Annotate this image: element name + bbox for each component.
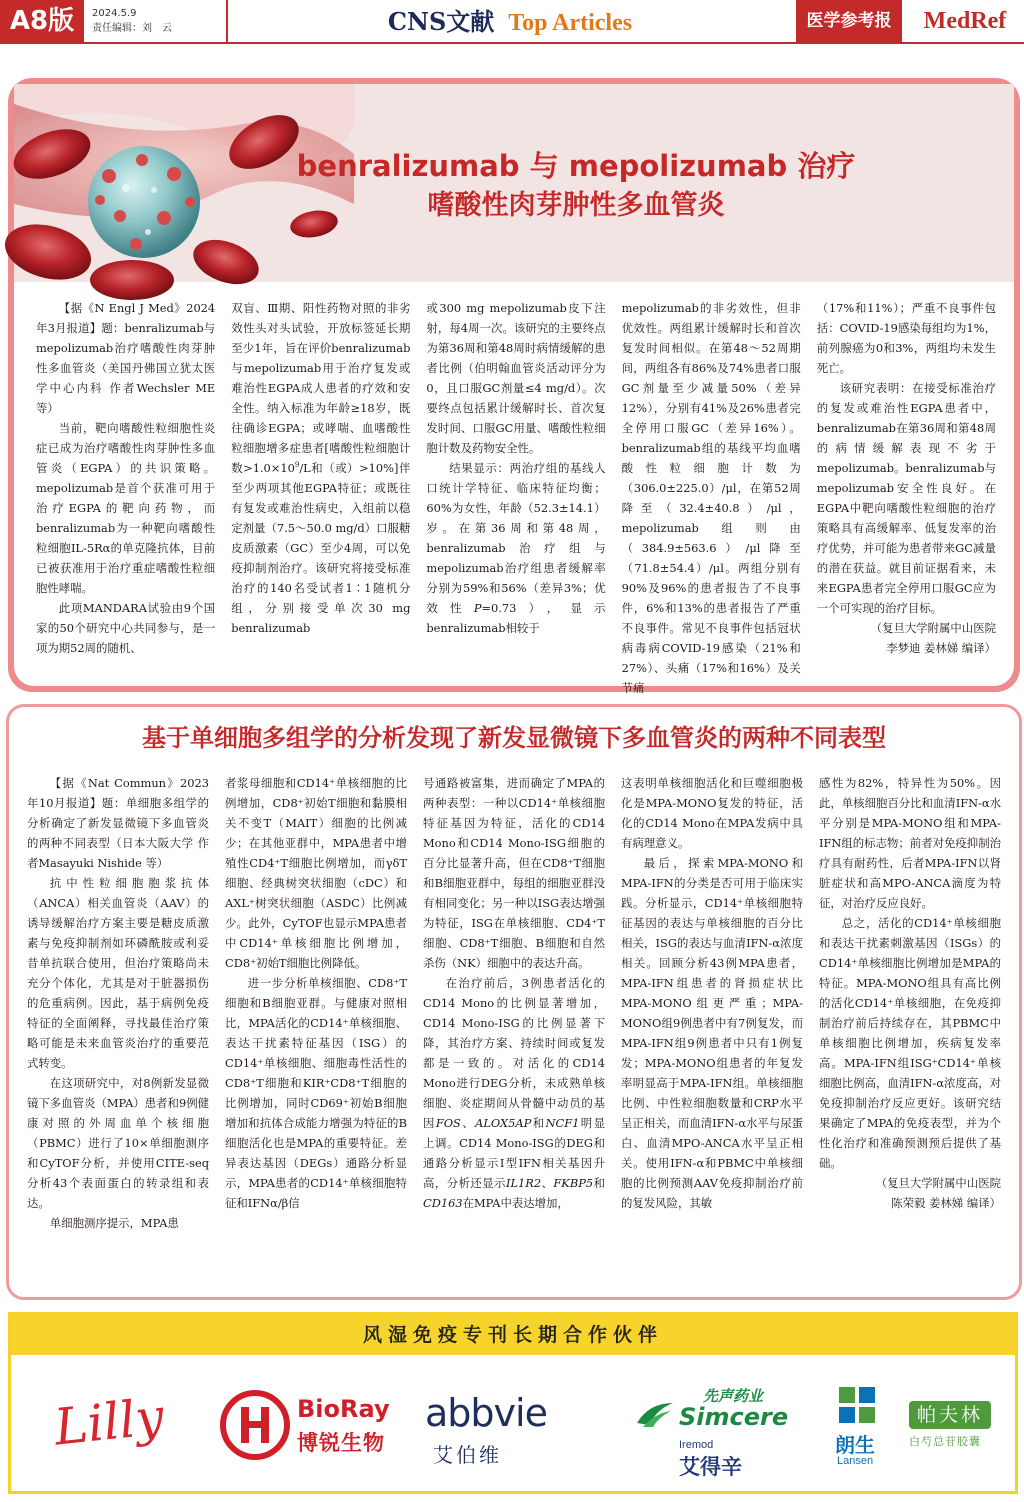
simcere-logo bbox=[631, 1385, 811, 1485]
article-2-column-5 bbox=[819, 773, 1001, 1293]
gene-name: CD163 bbox=[423, 1196, 463, 1210]
article-2-paragraph: 最后，探索MPA-MONO和MPA-IFN的分类是否可用于临床实践。分析显示，CD14⁺单核细胞特征基因的表达与单核细胞的百分比相关，ISG的表达与血清IFN-α浓度相关。回顾分析43例MPA患者，MPA-IFN组患者的肾损症状比MPA-MONO组更严重；MPA-MONO组9例患者中有7例复发，而MPA-IFN组9例患者中只有1例复发；MPA-MONO组患者的年复发率明显高于MPA-IFN组。单核细胞比例、中性粒细胞数量和CRP水平呈正相关，而血清IFN-α水平与尿蛋白、血清MPO-ANCA水平呈正相关。使用IFN-α和PBMC中单核细胞的比例预测AAV免疫抑制治疗前的复发风险，其敏 bbox=[621, 856, 803, 1210]
lansen-icon bbox=[835, 1383, 879, 1427]
bioray-logo bbox=[219, 1389, 399, 1469]
article-1-citation: 【据《N Engl J Med》2024年3月报道】题：benralizumab与mepolizumab治疗嗜酸性肉芽肿性多血管炎（美国丹佛国立犹太医学中心内科 作者Wechsler ME 等） bbox=[36, 301, 216, 415]
bioray-name-cn: 博锐生物 bbox=[297, 1431, 385, 1455]
article-2-source: （复旦大学附属中山医院 bbox=[875, 1176, 1001, 1190]
column-title-cn: CNS文献 bbox=[387, 7, 495, 36]
lilly-logo bbox=[39, 1381, 179, 1481]
text-run: 明显上调。CD14 Mono-ISG的DEG和通路分析显示Ⅰ型IFN相关基因升高，分析还显示 bbox=[423, 1116, 605, 1190]
column-title bbox=[230, 4, 790, 41]
article-1-paragraph: mepolizumab的非劣效性，但非优效性。两组累计缓解时长和首次复发时间相似。在第48～52周期间，两组各有86%及74%患者口服GC剂量至少减量50%（差异12%），分别有41%及26%患者完全停用口服GC（差异16%）。benralizumab组的基线平均血嗜酸性粒细胞计数为（306.0±225.0）/μl，在第52周降至（32.4±40.8）/μl，mepolizumab组则由（384.9±563.6）/μl降至（71.8±54.4）/μl。两组分别有90%及96%的患者报告了不良事件，6%和13%的患者报告了严重不良事件。常见不良事件包括冠状病毒病COVID-19感染（21%和27%）、头痛（17%和16%）及关节痛 bbox=[621, 301, 801, 695]
page-number: A8版 bbox=[0, 0, 84, 42]
gene-name: FKBP5 bbox=[553, 1176, 594, 1190]
gene-name: ALOX5AP bbox=[475, 1116, 532, 1130]
iremod-name-cn: 艾得辛 bbox=[679, 1455, 742, 1479]
article-1-title bbox=[276, 146, 876, 226]
article-2-paragraph bbox=[423, 973, 605, 1213]
article-2-paragraph: 感性为82%，特异性为50%。因此，单核细胞百分比和血清IFN-α水平分别是MPA-MONO组和MPA-IFN组的标志物；前者对免疫抑制治疗具有耐药性，后者MPA-IFN以肾脏症状和高MPO-ANCA滴度为特征，对治疗反应良好。 bbox=[819, 776, 1001, 910]
article-1-title-line-1: benralizumab 与 mepolizumab 治疗 bbox=[296, 149, 856, 183]
text-run: 在MPA中表达增加， bbox=[462, 1196, 569, 1210]
bioray-icon bbox=[219, 1389, 291, 1461]
article-2-body bbox=[27, 773, 1001, 1293]
article-1-column-5 bbox=[817, 298, 996, 698]
article-1-column-1 bbox=[36, 298, 215, 698]
lansen-wordmark: Lansen bbox=[837, 1455, 874, 1467]
article-1-title-line-2: 嗜酸性肉芽肿性多血管炎 bbox=[427, 190, 725, 221]
text-run: 和 bbox=[531, 1116, 546, 1130]
article-2-title: 基于单细胞多组学的分析发现了新发显微镜下多血管炎的两种不同表型 bbox=[142, 724, 886, 752]
article-1-frame bbox=[8, 78, 1020, 695]
article-2-paragraph: 这表明单核细胞活化和巨噬细胞极化是MPA-MONO复发的特征，活化的CD14 Mono在MPA发病中具有病理意义。 bbox=[621, 776, 803, 850]
italic-run: P bbox=[473, 601, 482, 615]
text-run: 和 bbox=[593, 1176, 605, 1190]
pafulin-product-name: 白芍总苷胶囊 bbox=[909, 1435, 981, 1448]
simcere-name-cn: 先声药业 bbox=[703, 1387, 764, 1405]
paper-name-en: MedRef bbox=[923, 8, 1007, 34]
article-2-paragraph: 进一步分析单核细胞、CD8⁺T细胞和B细胞亚群。与健康对照相比，MPA活化的CD14⁺单核细胞、表达干扰素特征基因（ISG）的CD14⁺单核细胞、细胞毒性活性的CD8⁺T细胞和KIR⁺CD8⁺T细胞的比例增加，同时CD69⁺初始B细胞增加和抗体合成能力增强为特征的B细胞活化也是MPA的重要特征。差异表达基因（DEGs）通路分析显示，MPA患者的CD14⁺单核细胞特征和IFNα/β信 bbox=[225, 976, 407, 1210]
text-run: =0.73），显示benralizumab相较于 bbox=[426, 601, 606, 635]
header-divider bbox=[226, 0, 228, 42]
article-1-column-2 bbox=[231, 298, 410, 698]
article-1-paragraph bbox=[426, 458, 605, 638]
gene-name: FOS bbox=[435, 1116, 461, 1130]
article-2-column-2 bbox=[225, 773, 407, 1293]
header-meta bbox=[92, 6, 172, 36]
article-1-paragraph: 或300 mg mepolizumab皮下注射，每4周一次。该研究的主要终点为第36周和第48周时病情缓解的患者比例（伯明翰血管炎活动评分为0，且口服GC剂量≤4 mg/d）。次要终点包括累计缓解时长、首次复发时间、口服GC用量、嗜酸性粒细胞计数及药物安全性。 bbox=[426, 301, 606, 455]
lansen-name-cn: 朗生 bbox=[835, 1433, 875, 1457]
simcere-wordmark: Simcere bbox=[679, 1403, 789, 1431]
article-2-translators: 陈荣毅 姜林娣 编译） bbox=[891, 1196, 1001, 1210]
article-1-column-4 bbox=[622, 298, 801, 698]
superscript: 9 bbox=[294, 461, 300, 470]
article-1-paragraph: 此项MANDARA试验由9个国家的50个研究中心共同参与，是一项为期52周的随机、 bbox=[36, 601, 216, 655]
lansen-logo bbox=[835, 1381, 1015, 1491]
iremod-wordmark: Iremod bbox=[679, 1439, 714, 1451]
article-2-paragraph: 单细胞测序提示，MPA患 bbox=[49, 1216, 179, 1230]
article-2-citation: 【据《Nat Commun》2023年10月报道】题：单细胞多组学的分析确定了新发显微镜下多血管炎的两种不同表型（日本大阪大学 作者Masayuki Nishide 等） bbox=[27, 776, 209, 870]
article-1-paragraph: 当前，靶向嗜酸性粒细胞性炎症已成为治疗嗜酸性肉芽肿性多血管炎（EGPA）的共识策略。mepolizumab是首个获准可用于治疗EGPA的靶向药物，而benralizumab为一种靶向嗜酸性粒细胞IL-5Rα的单克隆抗体，目前已被获准用于治疗重症嗜酸性粒细胞性哮喘。 bbox=[36, 421, 216, 595]
pafulin-badge: 帕夫林 bbox=[909, 1401, 991, 1429]
article-2-paragraph: 者浆母细胞和CD14⁺单核细胞的比例增加，CD8⁺初始T细胞和黏膜相关不变T（MAIT）细胞的比例减少；在其他亚群中，MPA患者中增殖性CD4⁺T细胞比例增加，而γδT细胞、经典树突状细胞（cDC）和AXL⁺树突状细胞（ASDC）比例减少。此外，CyTOF也显示MPA患者中CD14⁺单核细胞比例增加，CD8⁺初始T细胞比例降低。 bbox=[225, 776, 407, 970]
article-1-body bbox=[36, 298, 996, 695]
article-2-paragraph: 抗中性粒细胞胞浆抗体（ANCA）相关血管炎（AAV）的诱导缓解治疗方案主要是糖皮质激素与免疫抑制剂如环磷酰胺或利妥昔单抗联合使用，但治疗策略尚未充分个体化，尤其是对于脏器损伤的危重病例。因此，基于病例免疫特征的全面阐释，寻找最佳治疗策略可能是未来血管炎治疗的重要范式转变。 bbox=[27, 876, 209, 1070]
abbvie-logo bbox=[425, 1391, 595, 1471]
article-2-paragraph: 在这项研究中，对8例新发显微镜下多血管炎（MPA）患者和9例健康对照的外周血单个核细胞（PBMC）进行了10×单细胞测序和CyTOF分析，并使用CITE-seq分析43个表面蛋白的转录组和表达。 bbox=[27, 1076, 209, 1210]
bioray-wordmark: BioRay bbox=[297, 1395, 390, 1423]
simcere-icon bbox=[635, 1399, 675, 1429]
column-title-en: Top Articles bbox=[508, 10, 633, 36]
article-1-paragraph: （17%和11%）；严重不良事件包括：COVID-19感染每组均为1%，前列腺癌为0和3%，两组均未发生死亡。 bbox=[816, 301, 996, 375]
header-rule bbox=[0, 42, 1024, 44]
article-2-column-1 bbox=[27, 773, 209, 1293]
article-1-column-3 bbox=[426, 298, 605, 698]
gene-name: IL1R2 bbox=[505, 1176, 542, 1190]
paper-name-cn: 医学参考报 bbox=[796, 0, 902, 42]
text-run: 双盲、Ⅲ期、阳性药物对照的非劣效性头对头试验，开放标签延长期至少1年，旨在评价benralizumab与mepolizumab用于治疗复发或难治性EGPA成人患者的疗效和安全性。纳入标准为年龄≥18岁，既往确诊EGPA；或哮喘、血嗜酸性粒细胞增多症患者[嗜酸性粒细胞计数>1.0×10 bbox=[231, 301, 411, 475]
text-run: /L和（或）>10%]伴至少两项其他EGPA特征；或既往有复发或难治性病史，入组前以稳定剂量（7.5～50.0 mg/d）口服糖皮质激素（GC）至少4周，可以免疫抑制剂治疗。该研究将接受标准治疗的140名受试者1∶1随机分组，分别接受单次30 mg benralizumab bbox=[231, 461, 411, 635]
article-2-column-3 bbox=[423, 773, 605, 1293]
partners-title: 风湿免疫专刊长期合作伙伴 bbox=[11, 1315, 1015, 1355]
text-run: 、 bbox=[460, 1116, 476, 1130]
page-header bbox=[0, 0, 1024, 44]
text-run: 结果显示：两治疗组的基线人口统计学特征、临床特征均衡；60%为女性，年龄（52.3±14.1）岁。在第36周和第48周，benralizumab治疗组与mepolizumab治疗组患者缓解率分别为59%和56%（差异3%；优效性 bbox=[426, 461, 606, 615]
article-2-column-4 bbox=[621, 773, 803, 1293]
article-2-paragraph: 号通路被富集，进而确定了MPA的两种表型：一种以CD14⁺单核细胞特征基因为特征，活化的CD14 Mono和CD14 Mono-ISG细胞的百分比显著升高，但在CD8⁺T细胞和B细胞亚群中，每组的细胞亚群没有相同变化；另一种以ISG表达增强为特征，ISG在单核细胞、CD4⁺T细胞、CD8⁺T细胞、B细胞和自然杀伤（NK）细胞中的表达升高。 bbox=[423, 776, 605, 970]
article-1-paragraph: 该研究表明：在接受标准治疗的复发或难治性EGPA患者中，benralizumab在第36周和第48周的病情缓解表现不劣于mepolizumab。benralizumab与mepolizumab安全性良好。在EGPA中靶向嗜酸性粒细胞的治疗策略具有高缓解率、低复发率的治疗优势，并可能为患者带来GC减量的潜在获益。就目前证据看来，未来EGPA患者完全停用口服GC应为一个可实现的治疗目标。 bbox=[816, 381, 996, 615]
article-2 bbox=[6, 704, 1022, 1300]
article-2-paragraph: 总之，活化的CD14⁺单核细胞和表达干扰素刺激基因（ISGs）的CD14⁺单核细胞比例增加是MPA的特征。MPA-MONO组具有高比例的活化CD14⁺单核细胞，在免疫抑制治疗前后持续存在，其PBMC中单核细胞比例增加，疾病复发率高。MPA-IFN组ISG⁺CD14⁺单核细胞比例高，血清IFN-α浓度高，对免疫抑制治疗反应更好。该研究结果确定了MPA的免疫表型，并为个性化治疗和准确预测预后提供了基础。 bbox=[819, 916, 1001, 1170]
article-1-source: （复旦大学附属中山医院 bbox=[870, 621, 996, 635]
editor-credit: 责任编辑：刘 云 bbox=[92, 23, 172, 34]
article-1-paragraph bbox=[231, 298, 410, 638]
abbvie-name-cn: 艾伯维 bbox=[433, 1443, 502, 1467]
article-1-translators: 李梦迪 姜林娣 编译） bbox=[886, 641, 996, 655]
text-run: 在治疗前后，3例患者活化的CD14 Mono的比例显著增加，CD14 Mono-ISG的比例显著下降，其治疗方案、持续时间或复发都是一致的。对活化的CD14 Mono进行DEG分析，未成熟单核细胞、炎症期间从骨髓中动员的基因 bbox=[423, 976, 605, 1130]
text-run: 、 bbox=[541, 1176, 554, 1190]
article-1 bbox=[14, 84, 1014, 695]
lilly-wordmark: Lilly bbox=[51, 1387, 167, 1457]
abbvie-wordmark: abbvie bbox=[425, 1391, 547, 1435]
partners-panel bbox=[8, 1312, 1018, 1494]
issue-date: 2024.5.9 bbox=[92, 8, 137, 19]
gene-name: NCF1 bbox=[545, 1116, 580, 1130]
